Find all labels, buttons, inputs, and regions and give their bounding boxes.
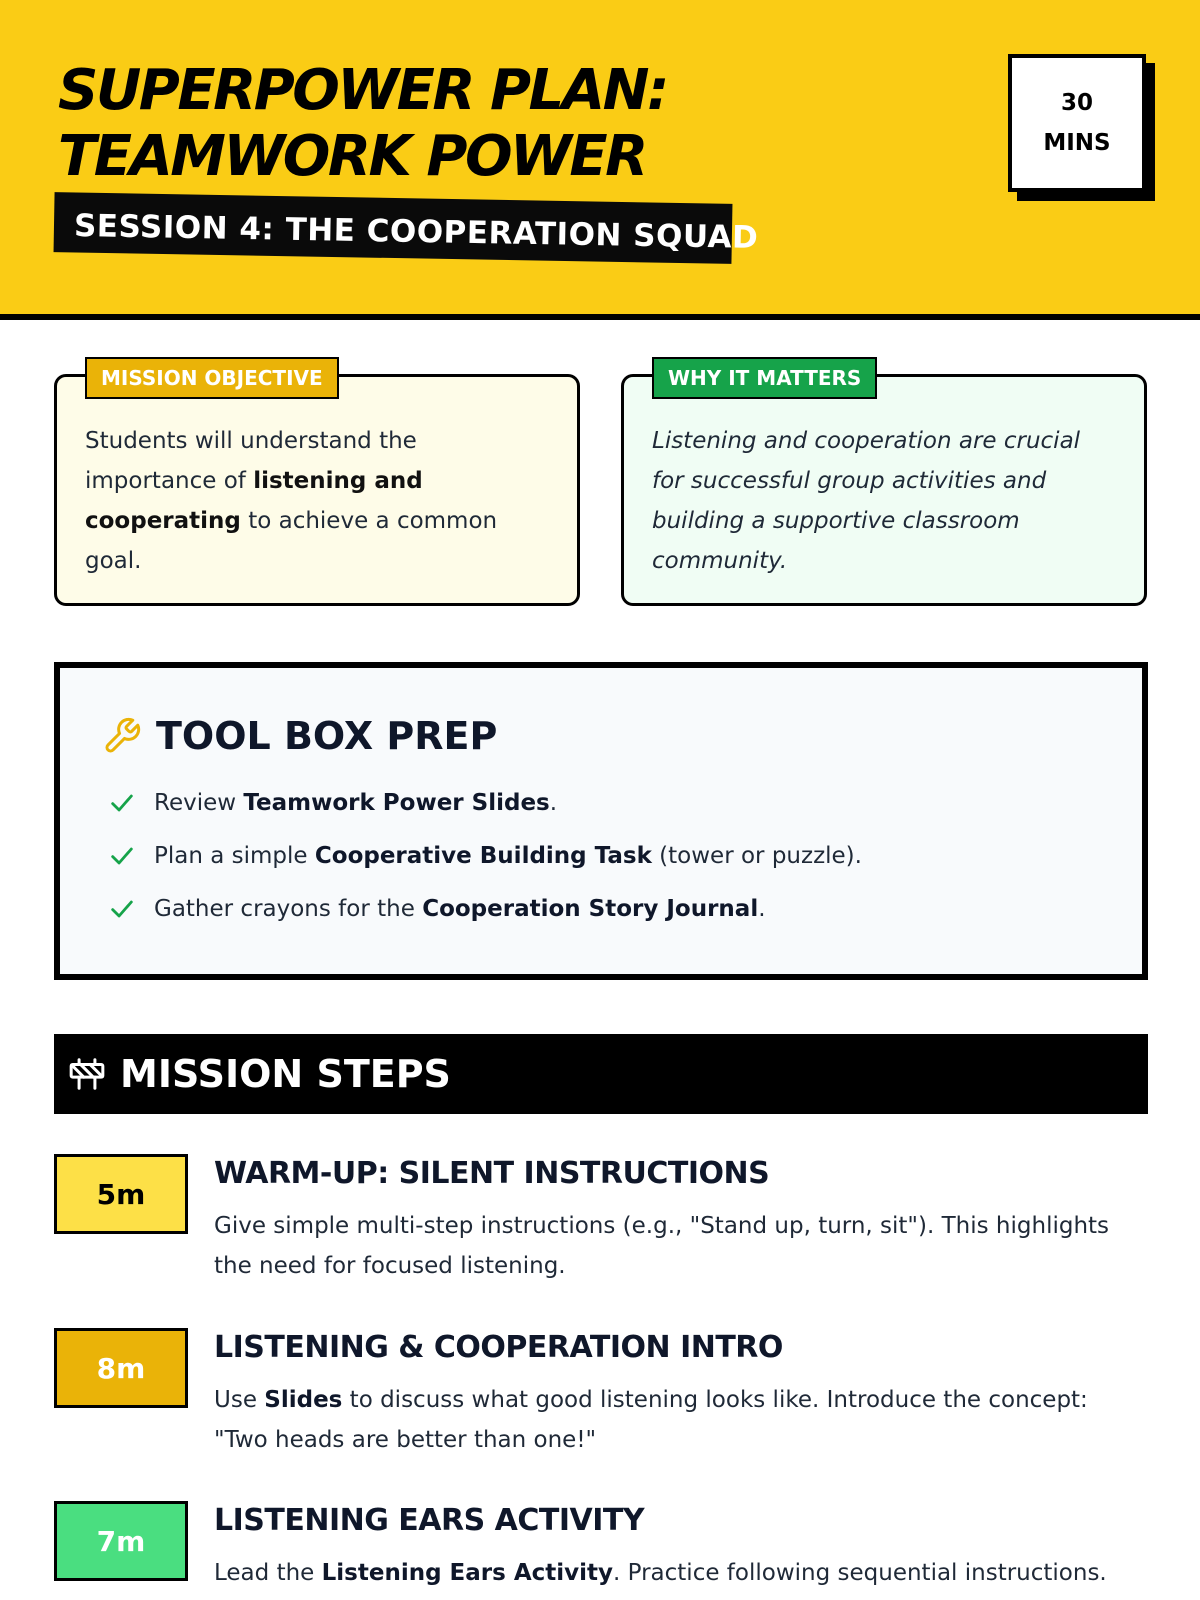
prep-item-text: Gather crayons for the bbox=[154, 895, 423, 922]
step-time-badge: 7m bbox=[54, 1501, 188, 1581]
prep-item-bold: Cooperative Building Task bbox=[314, 842, 652, 869]
wrench-icon bbox=[102, 716, 142, 756]
checkmark-icon bbox=[108, 842, 136, 870]
prep-item-text-end: . bbox=[758, 895, 766, 922]
step-title: LISTENING & COOPERATION INTRO bbox=[214, 1330, 783, 1365]
step-time-badge: 5m bbox=[54, 1154, 188, 1234]
mission-steps-header bbox=[54, 1034, 1148, 1114]
step-description bbox=[214, 1206, 1144, 1286]
why-it-matters-text: Listening and cooperation are crucial for successful group activities and building a supportive classroom community. bbox=[652, 428, 1081, 574]
title-line-1: SUPERPOWER PLAN: bbox=[58, 58, 667, 123]
header-banner bbox=[0, 0, 1200, 320]
objective-text-start: Students will understand the importance of bbox=[85, 428, 417, 494]
prep-item-bold: Cooperation Story Journal bbox=[422, 895, 759, 922]
tool-box-title: TOOL BOX PREP bbox=[156, 714, 498, 758]
step-desc-text-end: to discuss what good listening looks like. Introduce the concept: "Two heads are better than one!" bbox=[214, 1387, 1088, 1453]
step-desc-bold: Listening Ears Activity bbox=[321, 1560, 613, 1586]
duration-badge bbox=[1008, 54, 1146, 192]
tool-box-heading bbox=[102, 714, 497, 758]
prep-item-text: Review bbox=[154, 789, 244, 816]
mission-objective-label: MISSION OBJECTIVE bbox=[85, 357, 339, 399]
prep-item-text: Plan a simple bbox=[154, 842, 315, 869]
step-description bbox=[214, 1553, 1144, 1593]
prep-checklist bbox=[108, 776, 862, 935]
objective-text-bold: listening and cooperating bbox=[85, 468, 423, 534]
title-line-2: TEAMWORK POWER bbox=[58, 124, 646, 189]
page-title bbox=[58, 58, 667, 190]
step-desc-text: Lead the bbox=[214, 1560, 322, 1586]
step-desc-text-end: . Practice following sequential instructions. bbox=[613, 1560, 1107, 1586]
step-title: LISTENING EARS ACTIVITY bbox=[214, 1503, 645, 1538]
prep-item-bold: Teamwork Power Slides bbox=[243, 789, 550, 816]
step-desc-bold: Slides bbox=[264, 1387, 343, 1413]
prep-item bbox=[108, 776, 862, 829]
prep-item-text-end: . bbox=[549, 789, 558, 816]
objective-text-end: to achieve a common goal. bbox=[85, 508, 498, 574]
step-time-badge: 8m bbox=[54, 1328, 188, 1408]
step-desc-text: Give simple multi-step instructions (e.g., "Stand up, turn, sit"). This highlights the need for focused listening. bbox=[214, 1213, 1110, 1279]
step-description bbox=[214, 1380, 1144, 1460]
mission-steps-title: MISSION STEPS bbox=[120, 1052, 451, 1096]
duration-unit: MINS bbox=[1043, 130, 1111, 156]
construction-barrier-icon bbox=[68, 1055, 106, 1093]
prep-item-text-end: (tower or puzzle). bbox=[651, 842, 862, 869]
why-it-matters-card bbox=[621, 366, 1147, 606]
checkmark-icon bbox=[108, 895, 136, 923]
duration-value: 30 bbox=[1060, 90, 1093, 116]
prep-item bbox=[108, 882, 862, 935]
why-it-matters-label: WHY IT MATTERS bbox=[652, 357, 877, 399]
prep-item bbox=[108, 829, 862, 882]
session-subtitle: SESSION 4: THE COOPERATION SQUAD bbox=[73, 208, 759, 256]
mission-objective-card bbox=[54, 366, 580, 606]
step-title: WARM-UP: SILENT INSTRUCTIONS bbox=[214, 1156, 770, 1191]
tool-box-prep-section bbox=[54, 662, 1148, 980]
checkmark-icon bbox=[108, 789, 136, 817]
mission-objective-text bbox=[85, 421, 549, 581]
step-desc-text: Use bbox=[214, 1387, 265, 1413]
